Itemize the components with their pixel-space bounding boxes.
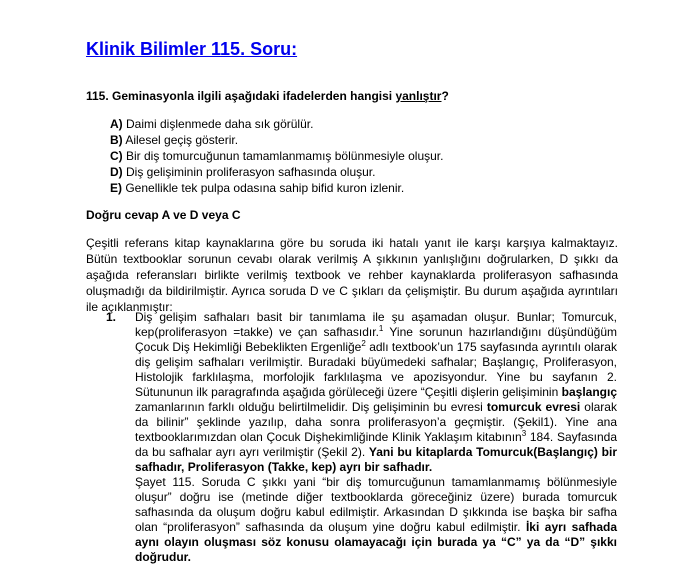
page-title-link[interactable]: Klinik Bilimler 115. Soru: (86, 39, 298, 59)
item-text: olarak da bilinir” şeklinde yazılıp, daha sonra proliferasyon’a geçmiştir. (Şekil1). Yine ana textbooklarımızdan olan Çocuk Dişhekimliğinde Klinik Yaklaşım kitabının (135, 400, 617, 444)
option-text: Diş gelişiminin proliferasyon safhasında oluşur. (122, 165, 376, 179)
option-text: Bir diş tomurcuğunun tamamlanmamış bölünmesiyle oluşur. (122, 149, 444, 163)
option-letter: A) (110, 117, 123, 131)
option-letter: D) (110, 165, 123, 179)
item-emphasis: tomurcuk evresi (486, 400, 581, 414)
option-text: Daimi dişlenmede daha sık görülür. (122, 117, 314, 131)
item-text: 184. Sayfasında da bu safhalar ayrı ayrı verilmiştir (Şekil 2). (135, 430, 617, 459)
question-text (86, 89, 449, 104)
explanation-paragraph: Çeşitli referans kitap kaynaklarına göre bu soruda iki hatalı yanıt ile karşı karşıya kalmaktayız. Bütün textbooklar sorunun cevabı olarak verilmiş A şıkkının yanlışlığını doğrularken, D şıkkı da aşağıda referansları birlikte verilmiş textbook ve rehber kaynaklarda proliferasyon safhasında oluşmadığı da bildirilmiştir. Ayrıca soruda D ve C şıkları da çelişmiştir. Bu durum aşağıda ayrıntıları ile açıklanmıştır: (86, 236, 618, 314)
option-letter: B) (110, 133, 123, 147)
list-item-body (135, 310, 617, 565)
option-c (110, 148, 443, 164)
item-text: zamanlarının farklı olduğu belirtilmelidir. Diş gelişiminin bu evresi (135, 400, 487, 414)
correct-answer-heading: Doğru cevap A ve D veya C (86, 208, 241, 222)
item-emphasis: Yani bu kitaplarda Tomurcuk(Başlangıç) bir safhadır, Proliferasyon (Takke, kep) ayrı bir safhadır. (135, 445, 617, 474)
option-letter: E) (110, 181, 122, 195)
item-text: Şayet 115. Soruda C şıkkı yani “bir diş tomurcuğunun tamamlanmamış bölünmesiyle oluşur” doğru ise (metinde diğer textbooklarda göreceğiniz üzere) burada tomurcuk safhasında da oluşum doğru kabul edilmiştir. Arkasından D şıkkında ise başka bir safha olan “proliferasyon” safhasında da oluşum yine doğru kabul edilmiştir. (135, 475, 617, 534)
option-text: Genellikle tek pulpa odasına sahip bifid kuron izlenir. (122, 181, 405, 195)
option-b (110, 132, 443, 148)
footnote-ref: 1 (378, 324, 384, 333)
question-prefix: 115. Geminasyonla ilgili aşağıdaki ifadelerden hangisi (86, 89, 396, 103)
footnote-ref: 3 (521, 429, 527, 438)
answer-options (110, 116, 443, 196)
item-text: Yine sorunun hazırlandığını düşündüğüm Çocuk Diş Hekimliği Bebeklikten Ergenliğe (135, 325, 617, 354)
option-d (110, 164, 443, 180)
item-emphasis: başlangıç (561, 385, 617, 399)
item-emphasis: İki ayrı safhada aynı olayın oluşması söz konusu olamayacağı için burada ya “C” ya da “D” şıkkı doğrudur. (135, 520, 617, 564)
footnote-ref: 2 (361, 339, 366, 348)
question-underlined-word: yanlıştır (395, 89, 442, 103)
option-e (110, 180, 443, 196)
item-text: adlı textbook’un 175 sayfasında ayrıntılı olarak diş gelişim safhaları verilmiştir. Buradaki büyümedeki safhalar; Başlangıç, Proliferasyon, Histolojik farklılaşma, morfolojik farklılaşma ve apozisyondur. Yine bu sayfanın 2. Sütununun ilk paragrafında aşağıda görüleceği üzere “Çeşitli dişlerin gelişiminin (135, 340, 617, 399)
option-text: Ailesel geçiş gösterir. (122, 133, 239, 147)
option-a (110, 116, 443, 132)
list-item-number: 1. (106, 310, 117, 324)
item-text: Diş gelişim safhaları basit bir tanımlama ile şu aşamadan oluşur. Bunlar; Tomurcuk, kep(proliferasyon =takke) ve çan safhasıdır. (135, 310, 617, 339)
option-letter: C) (110, 149, 123, 163)
question-suffix: ? (441, 89, 449, 103)
